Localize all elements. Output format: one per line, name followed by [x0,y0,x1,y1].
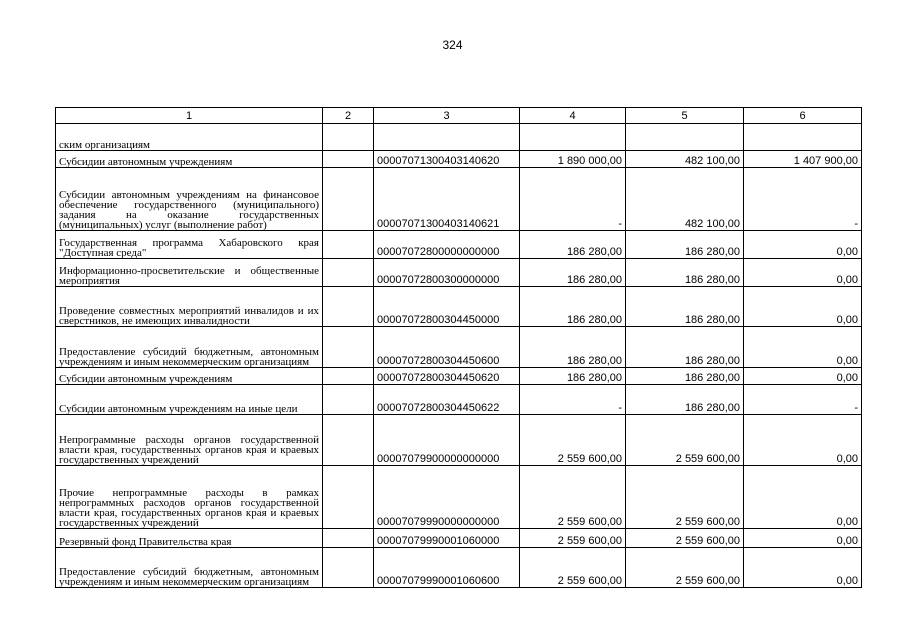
row-name: Непрограммные расходы органов государственной власти края, государственных органов края и краевых государственных учреждений [56,415,323,466]
row-col2 [323,124,374,151]
row-value-6: 0,00 [744,287,862,327]
page-number: 324 [442,38,463,52]
table-row [56,259,862,287]
row-value-4: 2 559 600,00 [520,415,626,466]
row-value-5: 186 280,00 [626,385,744,415]
row-value-4: 1 890 000,00 [520,151,626,168]
row-col2 [323,259,374,287]
row-value-4: 186 280,00 [520,368,626,385]
row-value-5: 186 280,00 [626,259,744,287]
row-code: 00007072800300000000 [374,259,520,287]
row-col2 [323,548,374,588]
column-header: 3 [374,108,520,124]
row-name: Информационно-просветительские и общественные мероприятия [56,259,323,287]
row-value-5 [626,124,744,151]
row-col2 [323,168,374,231]
row-col2 [323,151,374,168]
row-code: 00007071300403140621 [374,168,520,231]
table-row [56,168,862,231]
row-name: Субсидии автономным учреждениям на финансовое обеспечение государственного (муниципального) задания на оказание государственных (муниципальных) услуг (выполнение работ) [56,168,323,231]
row-value-6: 0,00 [744,368,862,385]
row-code: 00007072800304450622 [374,385,520,415]
row-col2 [323,287,374,327]
row-col2 [323,415,374,466]
table-row [56,529,862,548]
row-code: 00007079990000000000 [374,466,520,529]
row-value-6: 0,00 [744,259,862,287]
row-value-6: 0,00 [744,466,862,529]
row-name: Субсидии автономным учреждениям [56,151,323,168]
row-value-4: 2 559 600,00 [520,529,626,548]
row-name: Проведение совместных мероприятий инвалидов и их сверстников, не имеющих инвалидности [56,287,323,327]
row-value-5: 482 100,00 [626,151,744,168]
row-name: Государственная программа Хабаровского края "Доступная среда" [56,231,323,259]
row-name: Резервный фонд Правительства края [56,529,323,548]
row-value-5: 2 559 600,00 [626,529,744,548]
row-value-5: 2 559 600,00 [626,415,744,466]
column-header: 1 [56,108,323,124]
row-code: 00007072800304450000 [374,287,520,327]
row-value-6: 0,00 [744,548,862,588]
row-code: 00007072800304450600 [374,327,520,368]
row-value-4: 2 559 600,00 [520,466,626,529]
table-row [56,327,862,368]
column-header: 5 [626,108,744,124]
row-code [374,124,520,151]
row-value-4: 186 280,00 [520,231,626,259]
row-value-6: 1 407 900,00 [744,151,862,168]
row-value-4: 186 280,00 [520,287,626,327]
row-value-6: 0,00 [744,529,862,548]
table-row [56,231,862,259]
table-row [56,466,862,529]
row-value-5: 2 559 600,00 [626,548,744,588]
row-value-5: 186 280,00 [626,231,744,259]
row-value-4: - [520,385,626,415]
row-value-5: 2 559 600,00 [626,466,744,529]
row-code: 00007079990001060000 [374,529,520,548]
row-col2 [323,466,374,529]
row-name: Предоставление субсидий бюджетным, автономным учреждениям и иным некоммерческим организациям [56,327,323,368]
table-header-row [56,108,862,124]
row-code: 00007072800000000000 [374,231,520,259]
row-code: 00007079900000000000 [374,415,520,466]
table-row [56,548,862,588]
row-col2 [323,231,374,259]
row-col2 [323,368,374,385]
row-value-6 [744,124,862,151]
row-value-5: 186 280,00 [626,368,744,385]
column-header: 4 [520,108,626,124]
row-name: Субсидии автономным учреждениям на иные цели [56,385,323,415]
row-name: Прочие непрограммные расходы в рамках непрограммных расходов органов государственной власти края, государственных органов края и краевых государственных учреждений [56,466,323,529]
row-value-4: 186 280,00 [520,259,626,287]
row-name: Субсидии автономным учреждениям [56,368,323,385]
table-row [56,415,862,466]
row-col2 [323,327,374,368]
row-value-5: 186 280,00 [626,287,744,327]
row-value-5: 482 100,00 [626,168,744,231]
row-value-4: - [520,168,626,231]
row-value-4: 186 280,00 [520,327,626,368]
row-value-6: 0,00 [744,231,862,259]
row-col2 [323,385,374,415]
row-code: 00007071300403140620 [374,151,520,168]
row-value-6: 0,00 [744,327,862,368]
column-header: 2 [323,108,374,124]
table-row [56,151,862,168]
row-col2 [323,529,374,548]
row-code: 00007072800304450620 [374,368,520,385]
table-row [56,385,862,415]
row-name: Предоставление субсидий бюджетным, автономным учреждениям и иным некоммерческим организациям [56,548,323,588]
row-code: 00007079990001060600 [374,548,520,588]
row-value-4 [520,124,626,151]
row-value-4: 2 559 600,00 [520,548,626,588]
column-header: 6 [744,108,862,124]
row-value-6: 0,00 [744,415,862,466]
budget-table [55,107,862,588]
table-row [56,287,862,327]
row-name: ским организациям [56,124,323,151]
row-value-6: - [744,385,862,415]
table-row [56,368,862,385]
row-value-5: 186 280,00 [626,327,744,368]
table-row [56,124,862,151]
row-value-6: - [744,168,862,231]
